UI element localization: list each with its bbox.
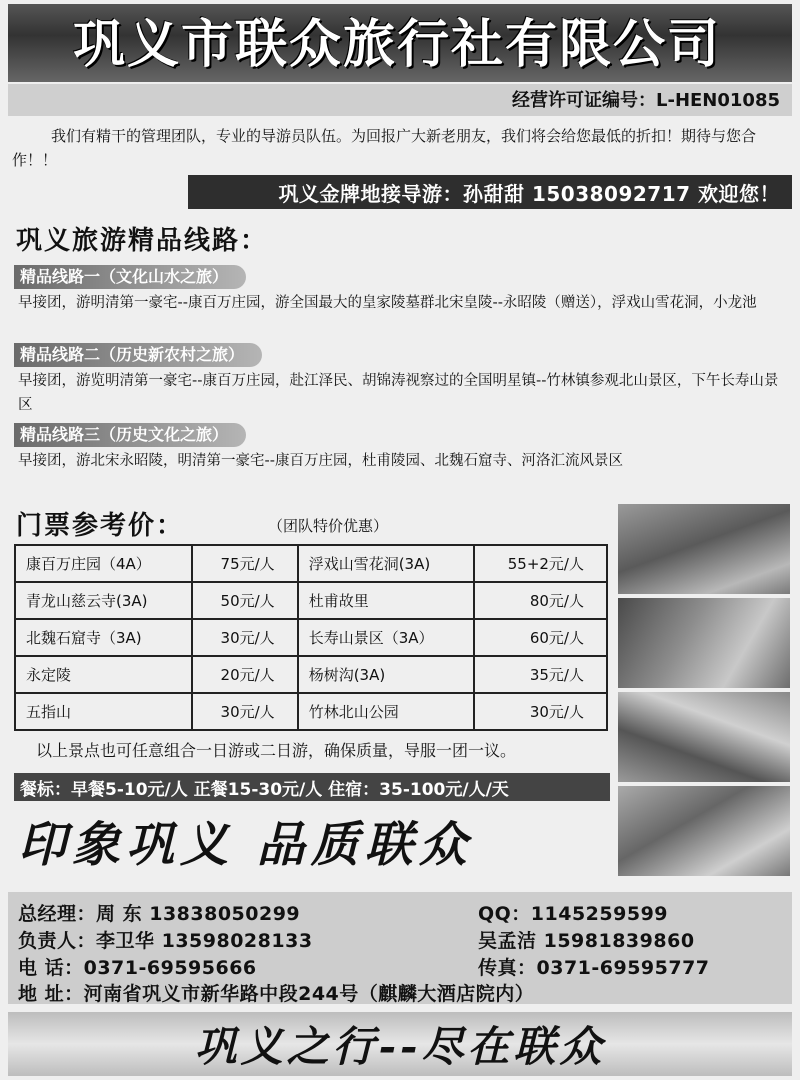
route-3-label: 精品线路三（历史文化之旅） <box>14 423 246 447</box>
scenic-photo <box>618 598 790 688</box>
license-number: 经营许可证编号：L-HEN01085 <box>512 90 780 111</box>
site-name: 长寿山景区（3A） <box>298 619 475 656</box>
site-price: 20元/人 <box>192 656 298 693</box>
site-price: 35元/人 <box>474 656 607 693</box>
route-1-text: 早接团，游明清第一豪宅--康百万庄园，游全国最大的皇家陵墓群北宋皇陵--永昭陵（赠送），浮戏山雪花洞，小龙池 <box>18 295 757 311</box>
route-2-text: 早接团，游览明清第一豪宅--康百万庄园，赴江泽民、胡锦涛视察过的全国明星镇--竹林镇参观北山景区，下午长寿山景区 <box>18 373 779 413</box>
site-name: 康百万庄园（4A） <box>15 545 192 582</box>
ticket-price-table <box>14 544 608 731</box>
guide-banner: 巩义金牌地接导游：孙甜甜 15038092717 欢迎您！ <box>188 175 792 209</box>
site-name: 浮戏山雪花洞(3A) <box>298 545 475 582</box>
site-name: 青龙山慈云寺(3A) <box>15 582 192 619</box>
scenic-photo <box>618 786 790 876</box>
contact-phone: 电 话：0371-69595666 <box>18 957 257 979</box>
intro-text: 我们有精干的管理团队，专业的导游员队伍。为回报广大新老朋友，我们将会给您最低的折扣！期待与您合作！！ <box>12 127 757 169</box>
contact-qq: QQ：1145259599 <box>478 903 669 925</box>
footer-slogan: 巩义之行--尽在联众 <box>8 1012 792 1076</box>
combo-note: 以上景点也可任意组合一日游或二日游，确保质量，导服一团一议。 <box>36 741 517 760</box>
scenic-photo <box>618 504 790 594</box>
tickets-note: （团队特价优惠） <box>268 517 389 535</box>
scenic-photo-column <box>618 504 790 876</box>
site-name: 永定陵 <box>15 656 192 693</box>
table-row <box>15 582 607 619</box>
table-row <box>15 619 607 656</box>
contact-responsible: 负责人：李卫华 13598028133 <box>18 930 313 952</box>
site-name: 竹林北山公园 <box>298 693 475 730</box>
contact-wu: 吴孟洁 15981839860 <box>478 930 695 952</box>
site-name: 五指山 <box>15 693 192 730</box>
routes-heading: 巩义旅游精品线路： <box>16 226 269 256</box>
slogan: 印象巩义 品质联众 <box>18 817 473 873</box>
contact-fax: 传真：0371-69595777 <box>478 957 710 979</box>
table-row <box>15 693 607 730</box>
site-name: 北魏石窟寺（3A) <box>15 619 192 656</box>
tickets-heading: 门票参考价： <box>16 511 185 541</box>
contact-address: 地 址：河南省巩义市新华路中段244号（麒麟大酒店院内） <box>18 983 535 1005</box>
site-name: 杜甫故里 <box>298 582 475 619</box>
company-title: 巩义市联众旅行社有限公司 <box>72 13 721 75</box>
route-3-text: 早接团，游北宋永昭陵，明清第一豪宅--康百万庄园，杜甫陵园、北魏石窟寺、河洛汇流风景区 <box>18 453 623 469</box>
meal-standards: 餐标：早餐5-10元/人 正餐15-30元/人 住宿：35-100元/人/天 <box>14 773 610 801</box>
site-price: 50元/人 <box>192 582 298 619</box>
site-price: 80元/人 <box>474 582 607 619</box>
table-row <box>15 545 607 582</box>
scenic-photo <box>618 692 790 782</box>
site-price: 55+2元/人 <box>474 545 607 582</box>
site-price: 75元/人 <box>192 545 298 582</box>
site-price: 60元/人 <box>474 619 607 656</box>
table-row <box>15 656 607 693</box>
site-price: 30元/人 <box>192 693 298 730</box>
route-2-label: 精品线路二（历史新农村之旅） <box>14 343 262 367</box>
site-price: 30元/人 <box>474 693 607 730</box>
site-price: 30元/人 <box>192 619 298 656</box>
route-1-label: 精品线路一（文化山水之旅） <box>14 265 246 289</box>
site-name: 杨树沟(3A) <box>298 656 475 693</box>
contact-manager: 总经理：周 东 13838050299 <box>18 903 301 925</box>
